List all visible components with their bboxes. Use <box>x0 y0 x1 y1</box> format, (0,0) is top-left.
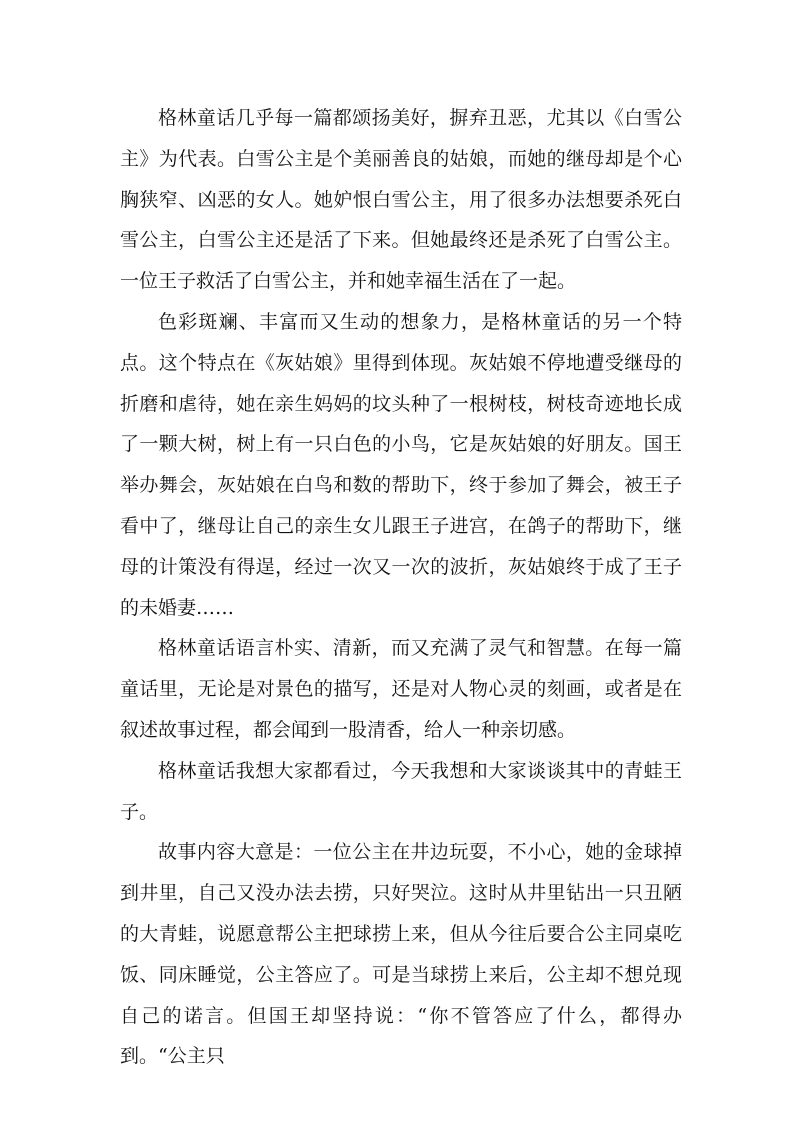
paragraph-language-style: 格林童话语言朴实、清新，而又充满了灵气和智慧。在每一篇童话里，无论是对景色的描写，还是对人物心灵的刻画，或者是在叙述故事过程，都会闻到一股清香，给人一种亲切感。 <box>120 637 682 741</box>
document-body <box>120 98 682 1077</box>
paragraph-frog-prince-story: 故事内容大意是：一位公主在井边玩耍，不小心，她的金球掉到井里，自己又没办法去捞，只好哭泣。这时从井里钻出一只丑陋的大青蛙，说愿意帮公主把球捞上来，但从今往后要合公主同桌吃饭、同床睡觉，公主答应了。可是当球捞上来后，公主却不想兑现自己的诺言。但国王却坚持说：“你不管答应了什么，都得办到。“公主只 <box>120 841 682 1068</box>
paragraph-cinderella: 色彩斑斓、丰富而又生动的想象力，是格林童话的另一个特点。这个特点在《灰姑娘》里得到体现。灰姑娘不停地遭受继母的折磨和虐待，她在亲生妈妈的坟头种了一根树枝，树枝奇迹地长成了一颗大树，树上有一只白色的小鸟，它是灰姑娘的好朋友。国王举办舞会，灰姑娘在白鸟和数的帮助下，终于参加了舞会，被王子看中了，继母让自己的亲生女儿跟王子进宫，在鸽子的帮助下，继母的计策没有得逞，经过一次又一次的波折，灰姑娘终于成了王子的未婚妻…… <box>120 310 682 619</box>
paragraph-snow-white: 格林童话几乎每一篇都颂扬美好，摒弃丑恶，尤其以《白雪公主》为代表。白雪公主是个美丽善良的姑娘，而她的继母却是个心胸狭窄、凶恶的女人。她妒恨白雪公主，用了很多办法想要杀死白雪公主，白雪公主还是活了下来。但她最终还是杀死了白雪公主。一位王子救活了白雪公主，并和她幸福生活在了一起。 <box>120 107 682 293</box>
paragraph-frog-prince-intro: 格林童话我想大家都看过，今天我想和大家谈谈其中的青蛙王子。 <box>120 759 682 823</box>
